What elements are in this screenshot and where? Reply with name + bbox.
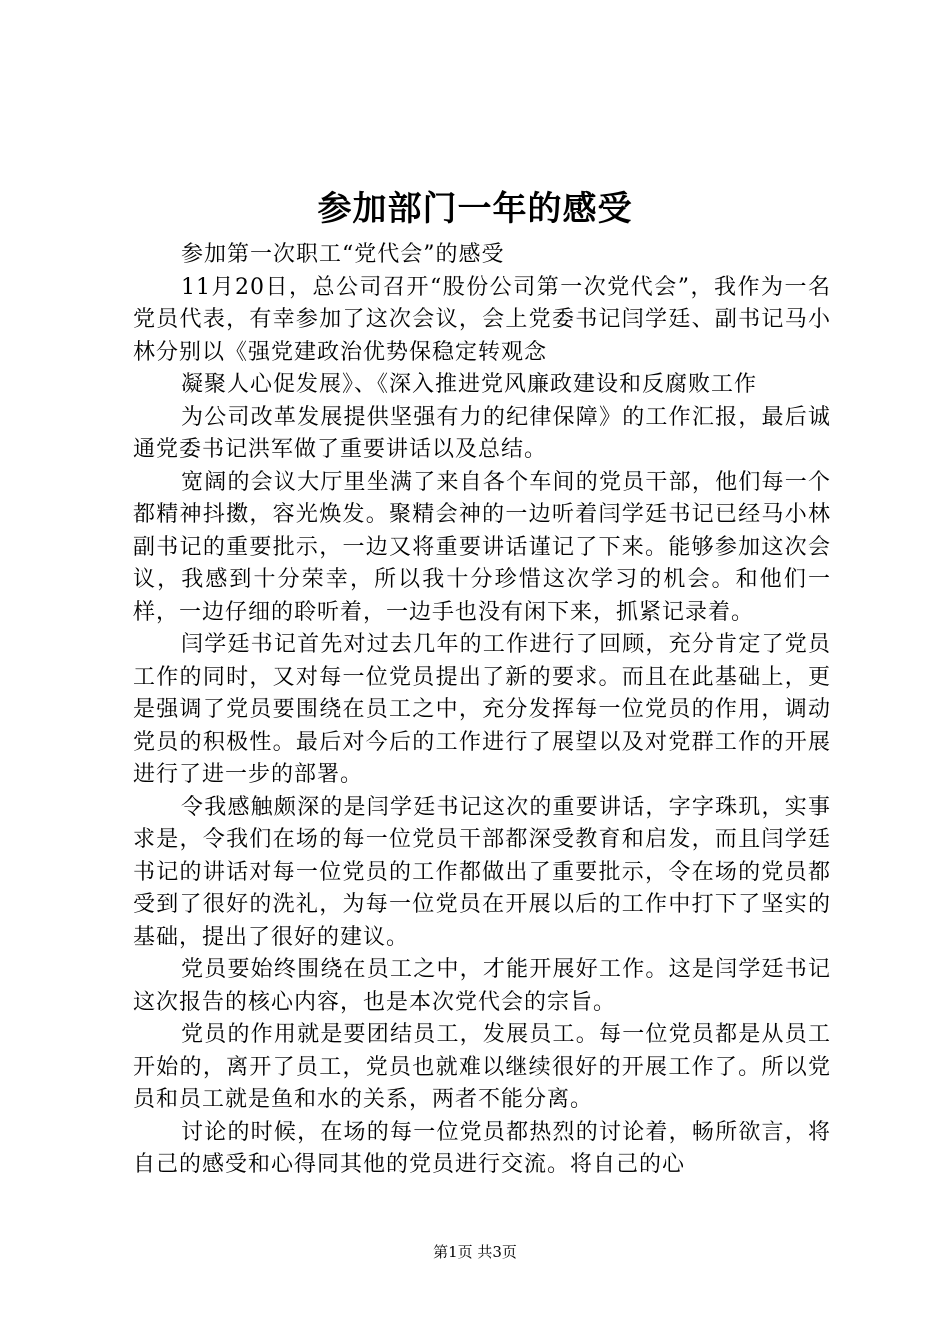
- page-number-footer: 第1页 共3页: [433, 1243, 517, 1261]
- document-body: [133, 239, 831, 1182]
- document-title: 参加部门一年的感受: [317, 189, 633, 229]
- paragraph: 讨论的时候，在场的每一位党员都热烈的讨论着，畅所欲言，将自己的感受和心得同其他的党员进行交流。将自己的心: [133, 1119, 831, 1177]
- paragraph: 凝聚人心促发展》、《深入推进党风廉政建设和反腐败工作: [181, 372, 758, 397]
- paragraph: 令我感触颇深的是闫学廷书记这次的重要讲话，字字珠玑，实事求是，令我们在场的每一位党员干部都深受教育和启发，而且闫学廷书记的讲话对每一位党员的工作都做出了重要批示，令在场的党员都受到了很好的洗礼，为每一位党员在开展以后的工作中打下了坚实的基础，提出了很好的建议。: [133, 794, 831, 950]
- paragraph: 闫学廷书记首先对过去几年的工作进行了回顾，充分肯定了党员工作的同时，又对每一位党员提出了新的要求。而且在此基础上，更是强调了党员要围绕在员工之中，充分发挥每一位党员的作用，调动党员的积极性。最后对今后的工作进行了展望以及对党群工作的开展进行了进一步的部署。: [133, 632, 831, 787]
- paragraph: 为公司改革发展提供坚强有力的纪律保障》的工作汇报，最后诚通党委书记洪军做了重要讲话以及总结。: [133, 404, 831, 462]
- paragraph: 党员的作用就是要团结员工，发展员工。每一位党员都是从员工开始的，离开了员工，党员也就难以继续很好的开展工作了。所以党员和员工就是鱼和水的关系，两者不能分离。: [133, 1022, 831, 1112]
- paragraph: 宽阔的会议大厅里坐满了来自各个车间的党员干部，他们每一个都精神抖擞，容光焕发。聚精会神的一边听着闫学廷书记已经马小林副书记的重要批示，一边又将重要讲话谨记了下来。能够参加这次会议，我感到十分荣幸，所以我十分珍惜这次学习的机会。和他们一样，一边仔细的聆听着，一边手也没有闲下来，抓紧记录着。: [133, 469, 831, 625]
- paragraph-subtitle: 参加第一次职工“党代会”的感受: [181, 242, 505, 267]
- paragraph: 党员要始终围绕在员工之中，才能开展好工作。这是闫学廷书记这次报告的核心内容，也是本次党代会的宗旨。: [133, 957, 831, 1015]
- paragraph: 11月20日，总公司召开“股份公司第一次党代会”，我作为一名党员代表，有幸参加了这次会议，会上党委书记闫学廷、副书记马小林分别以《强党建政治优势保稳定转观念: [133, 274, 831, 365]
